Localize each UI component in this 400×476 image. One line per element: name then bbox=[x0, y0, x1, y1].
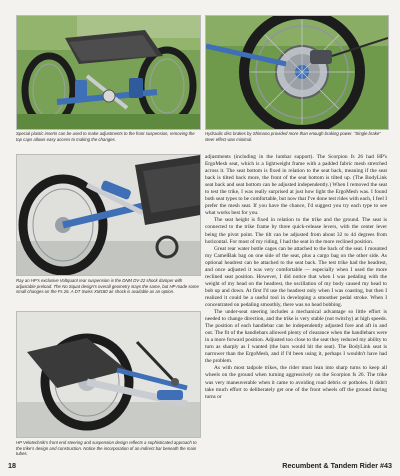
photo-front-steering bbox=[16, 311, 201, 438]
article-paragraph: The seat height is fixed in relation to the trike and the ground. The seat is connected to the trike frame by three quick-release levers, with the center lever being the pivot point. The tilt can be adjusted from about 32 to 44 degrees from horizontal. For most of my riding, I had the seat in the more reclined position. bbox=[205, 217, 387, 245]
photo-front-steering-image bbox=[17, 312, 200, 437]
caption-front-suspension: Special plastic inserts can be used to make adjustments to the front suspension, removing the top caps allows easy access to making the changes. bbox=[16, 131, 195, 142]
article-paragraph: Great rear water bottle cages can be attached to the back of the seat. I mounted my CamelBak bag on one side of the seat, plus a cargo bag on the other side. As optional headrest can be attached to the seat back. The test trike had the headrest, and once adjusted it was very comfortable — especially when I used the more reclined seat position. However, I did notice that when I was pedaling with the weight of my head on the headrest, the oscillation of my body caused my head to bob up and down. At first I'd use the headrest only when I was coasting, but then I realized it could be a useful tool in developing a smoother pedal stroke. When I concentrated on pedaling smoothly, there was no head bobbing. bbox=[205, 245, 387, 308]
article-paragraph: The under-seat steering includes a mechanical advantage so little effort is needed to change direction, and the trike is very stable (not twitchy) at high speeds. The position of each handlebar can be independently adjusted fore and aft in and out. The fit of the handlebars allowed plenty of clearance when the handlebars were in a more forward position. Adjusted too close to the seat they reduced my ability to turn as sharply as I wanted (the bars would hit the seat). The BodyLink seat is narrower than the ErgoMesh, and if I'd been using it, perhaps I wouldn't have had the problem. bbox=[205, 309, 387, 365]
photo-rear-suspension bbox=[16, 154, 201, 276]
photo-front-suspension-image bbox=[17, 16, 200, 129]
photo-disc-brake-image bbox=[206, 16, 388, 129]
page-footer bbox=[8, 460, 392, 470]
caption-disc-brake: Hydraulic disc brakes by Shimano provided more than enough braking power. "Single brake" steer effect was minimal. bbox=[205, 131, 381, 142]
photo-rear-suspension-image bbox=[17, 155, 200, 275]
article-body bbox=[205, 154, 387, 459]
caption-rear-suspension: Ray an HP's exclusive Voltquant rear suspension is the DNM DV-22 shock damper with adjustable preload. The No Squat design's overall geometry stays the same, but HP made some small changes on the Fs 26. A DT Swiss XM180 air shock is available as an option. bbox=[16, 278, 199, 295]
article-paragraph: adjustments (including in the lumbar support). The Scorpion fs 26 had HP's ErgoMesh seat, which is a lightweight frame with a padded fabric mesh stretched across it. The seat bottom is fixed in relation to the seat back, meaning if the seat back is tilted back more, the front of the seat bottom is tilted up. (The BodyLink seat back and seat bottom can be adjusted independently.) When I removed the seat to test the trike, I was really surprised at just how light the ErgoMesh was. I found both seat types to be comfortable, but now that I've done test rides with each, I feel I prefer the mesh seat. If you have the chance, I'd suggest you try each type to see what works best for you. bbox=[205, 154, 387, 217]
photo-disc-brake bbox=[205, 15, 389, 130]
photo-front-suspension bbox=[16, 15, 201, 130]
page-number: 18 bbox=[8, 461, 16, 470]
article-paragraph: As with most tadpole trikes, the rider must lean into sharp turns to keep all wheels on the ground when turning aggressively on the Scorpion fs 26. The trike was very maneuverable when it came to avoiding road debris or potholes. It didn't take much effort to deliberately get one of the front wheels off the ground during turns or bbox=[205, 365, 387, 400]
caption-front-steering: HP Velotechnik's front end steering and suspension design reflects a sophisticated approach to the trike's design and construction. Notice the incorporation of an indirect bar beneath the main tubes. bbox=[16, 440, 197, 457]
magazine-title: Recumbent & Tandem Rider #43 bbox=[282, 461, 392, 470]
